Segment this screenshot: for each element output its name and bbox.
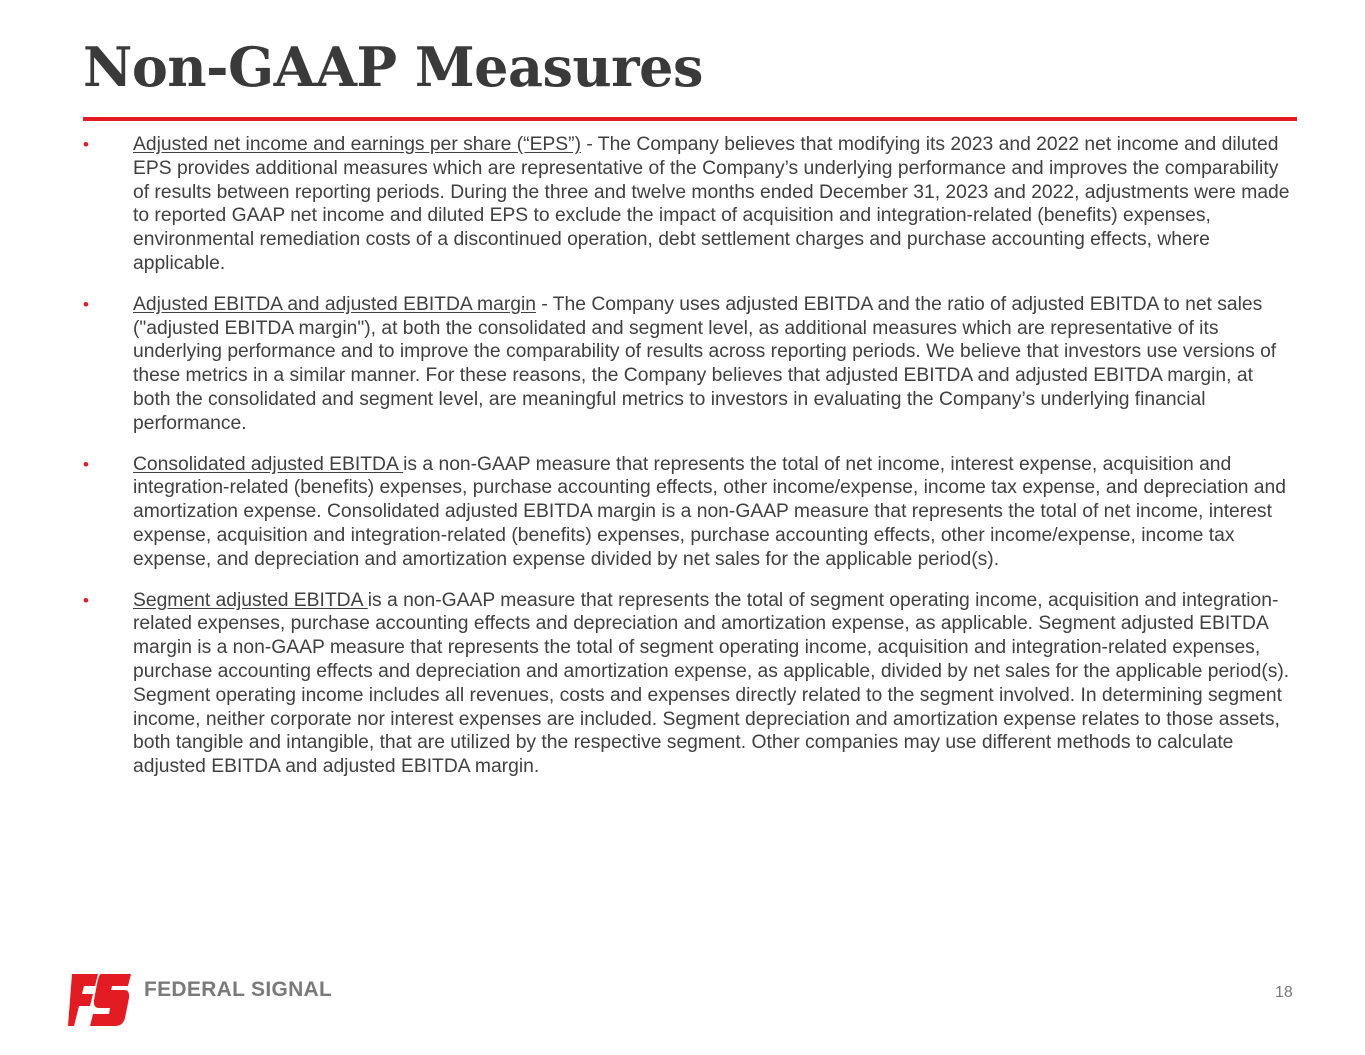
bullet-heading: Adjusted net income and earnings per share (“EPS”) <box>133 134 581 155</box>
bullet-segment-adjusted-ebitda <box>83 589 1293 779</box>
bullet-body: - The Company uses adjusted EBITDA and the ratio of adjusted EBITDA to net sales ("adjusted EBITDA margin"), at both the consolidated and segment level, as additional measures which are representative of its underlying performance and to improve the comparability of results across reporting periods. We believe that investors use versions of these metrics in a similar manner. For these reasons, the Company believes that adjusted EBITDA and adjusted EBITDA margin, at both the consolidated and segment level, are meaningful metrics to investors in evaluating the Company’s underlying financial performance. <box>133 293 1277 434</box>
bullet-adjusted-net-income <box>83 133 1293 276</box>
federal-signal-logo-icon <box>68 972 132 1028</box>
bullet-heading: Segment adjusted EBITDA <box>133 589 368 611</box>
bullet-marker: • <box>83 135 89 154</box>
bullet-body: is a non-GAAP measure that represents the total of segment operating income, acquisition and integration-related expenses, purchase accounting effects and depreciation and amortization expense, as applicable. Segment adjusted EBITDA margin is a non-GAAP measure that represents the total of segment operating income, acquisition and integration-related expenses, purchase accounting effects and depreciation and amortization expense, as applicable, divided by net sales for the applicable period(s). Segment operating income includes all revenues, costs and expenses directly related to the segment involved. In determining segment income, neither corporate nor interest expenses are included. Segment depreciation and amortization expense relates to those assets, both tangible and intangible, that are utilized by the respective segment. Other companies may use different methods to calculate adjusted EBITDA and adjusted EBITDA margin. <box>133 589 1290 778</box>
bullet-consolidated-adjusted-ebitda <box>83 453 1293 572</box>
bullet-body: - The Company believes that modifying its 2023 and 2022 net income and diluted EPS provides additional measures which are representative of the Company’s underlying performance and improves the comparability of results between reporting periods. During the three and twelve months ended December 31, 2023 and 2022, adjustments were made to reported GAAP net income and diluted EPS to exclude the impact of acquisition and integration-related (benefits) expenses, environmental remediation costs of a discontinued operation, debt settlement charges and purchase accounting effects, where applicable. <box>133 134 1290 274</box>
bullet-adjusted-ebitda <box>83 293 1293 436</box>
company-logo <box>68 972 332 1028</box>
bullet-heading: Consolidated adjusted EBITDA <box>133 453 404 475</box>
logo-wordmark: FEDERAL SIGNAL <box>144 978 333 1001</box>
page-number: 18 <box>1275 984 1293 1001</box>
title-divider <box>83 117 1297 121</box>
bullet-list <box>83 133 1293 796</box>
bullet-body: is a non-GAAP measure that represents the total of net income, interest expense, acquisition and integration-related (benefits) expenses, purchase accounting effects, other income/expense, income tax expense, and depreciation and amortization expense. Consolidated adjusted EBITDA margin is a non-GAAP measure that represents the total of net income, interest expense, acquisition and integration-related (benefits) expenses, purchase accounting effects, other income/expense, income tax expense, and depreciation and amortization expense divided by net sales for the applicable period(s). <box>133 453 1286 570</box>
page-title: Non-GAAP Measures <box>83 35 703 99</box>
bullet-marker: • <box>83 294 89 314</box>
bullet-marker: • <box>83 454 89 474</box>
bullet-marker: • <box>83 590 89 610</box>
bullet-heading: Adjusted EBITDA and adjusted EBITDA margin <box>133 293 536 315</box>
